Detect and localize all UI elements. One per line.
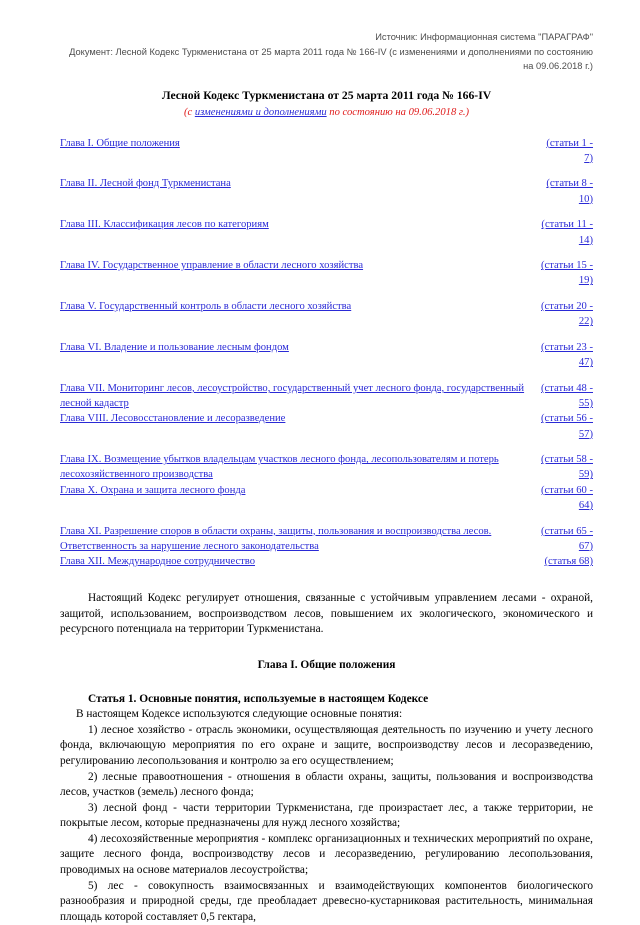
toc-articles-link[interactable]: (статьи 60 - 64) <box>541 484 593 511</box>
intro-paragraph: Настоящий Кодекс регулирует отношения, связанные с устойчивым управлением лесами - охраной, защитой, использованием, воспроизводством лесов, повышением их экологического, экономического и ресурсного потенциала на территории Туркменистана. <box>60 592 593 636</box>
document-subtitle <box>60 105 593 120</box>
subtitle-suffix: по состоянию на 09.06.2018 г.) <box>326 106 470 118</box>
toc-chapter-2 <box>60 176 535 191</box>
definition-item: 1) лесное хозяйство - отрасль экономики, осуществляющая деятельность по изучению и учету лесного фонда, включающую мероприятия по его охране и защите, воспроизводству лесов и лесоразведению, регулированию лесопользования и контролю за его осуществлением; <box>60 723 593 767</box>
toc-chapter-link[interactable]: Глава XI. Разрешение споров в области охраны, защиты, пользования и воспроизводства лесов. Ответственность за нарушение лесного законодательства <box>60 525 492 552</box>
toc-row <box>60 411 593 441</box>
definition-item: 5) лес - совокупность взаимосвязанных и взаимодействующих компонентов биологического разнообразия и природной среды, где преобладает древесно-кустарниковая растительность, минимальная площадь которой составляет 0,5 гектара, <box>60 879 593 923</box>
toc-articles-link[interactable]: (статьи 20 - 22) <box>541 301 593 328</box>
toc-chapter-3 <box>60 217 535 232</box>
toc-row <box>60 258 593 288</box>
toc-articles-link[interactable]: (статьи 23 - 47) <box>541 342 593 369</box>
source-line: Источник: Информационная система "ПАРАГРАФ" <box>375 32 593 42</box>
table-of-contents <box>60 136 593 570</box>
toc-chapter-link[interactable]: Глава I. Общие положения <box>60 137 180 149</box>
toc-chapter-8 <box>60 411 535 426</box>
toc-chapter-link[interactable]: Глава VIII. Лесовосстановление и лесоразведение <box>60 413 286 425</box>
toc-chapter-link[interactable]: Глава II. Лесной фонд Туркменистана <box>60 178 231 190</box>
toc-articles-11 <box>535 524 593 554</box>
toc-articles-10 <box>535 483 593 513</box>
title-block <box>60 88 593 120</box>
toc-articles-link[interactable]: (статьи 11 - 14) <box>541 219 593 246</box>
toc-row <box>60 136 593 166</box>
toc-chapter-4 <box>60 258 535 273</box>
toc-row <box>60 340 593 370</box>
toc-chapter-link[interactable]: Глава V. Государственный контроль в области лесного хозяйства <box>60 301 352 313</box>
toc-articles-8 <box>535 411 593 441</box>
toc-articles-5 <box>535 299 593 329</box>
article-heading: Статья 1. Основные понятия, используемые в настоящем Кодексе <box>88 692 429 705</box>
toc-articles-2 <box>535 176 593 206</box>
toc-chapter-link[interactable]: Глава IV. Государственное управление в области лесного хозяйства <box>60 260 364 272</box>
toc-chapter-7 <box>60 381 535 411</box>
toc-articles-6 <box>535 340 593 370</box>
toc-articles-4 <box>535 258 593 288</box>
toc-articles-link[interactable]: (статья 68) <box>544 555 593 567</box>
toc-articles-link[interactable]: (статьи 1 - 7) <box>546 137 593 164</box>
toc-articles-3 <box>535 217 593 247</box>
toc-chapter-5 <box>60 299 535 314</box>
amendments-link[interactable]: изменениями и дополнениями <box>194 106 327 118</box>
toc-articles-12 <box>535 554 593 569</box>
toc-chapter-9 <box>60 452 535 482</box>
toc-row <box>60 381 593 411</box>
toc-chapter-link[interactable]: Глава VII. Мониторинг лесов, лесоустройство, государственный учет лесного фонда, государственный лесной кадастр <box>60 382 525 410</box>
toc-row <box>60 299 593 329</box>
document-info-line: Документ: Лесной Кодекс Туркменистана от 25 марта 2011 года № 166-IV (с изменениями и дополнениями по состоянию на 09.06.2018 г.) <box>69 46 593 71</box>
definition-item: 3) лесной фонд - части территории Туркменистана, где произрастает лес, а также территории, не покрытые лесом, которые предназначены для нужд лесного хозяйства; <box>60 801 593 830</box>
definition-item: 2) лесные правоотношения - отношения в области охраны, защиты, пользования и воспроизводства лесов, участков (земель) лесного фонда; <box>60 770 593 799</box>
toc-chapter-link[interactable]: Глава III. Классификация лесов по категориям <box>60 219 269 231</box>
toc-chapter-11 <box>60 524 535 554</box>
page-title: Лесной Кодекс Туркменистана от 25 марта 2011 года № 166-IV <box>161 88 492 102</box>
toc-articles-link[interactable]: (статьи 58 - 59) <box>541 454 593 481</box>
toc-chapter-link[interactable]: Глава XII. Международное сотрудничество <box>60 555 256 567</box>
toc-articles-1 <box>535 136 593 166</box>
toc-chapter-12 <box>60 554 535 569</box>
definition-item: 4) лесохозяйственные мероприятия - комплекс организационных и технических мероприятий по охране, защите лесного фонда, воспроизводству лесов и лесоразведению, регулированию лесопользования, проводимых на основе материалов лесоустройства; <box>60 832 593 877</box>
toc-row <box>60 452 593 482</box>
toc-articles-link[interactable]: (статьи 8 - 10) <box>546 178 593 205</box>
toc-chapter-10 <box>60 483 535 498</box>
toc-articles-7 <box>535 381 593 411</box>
toc-articles-link[interactable]: (статьи 48 - 55) <box>541 382 593 410</box>
toc-articles-link[interactable]: (статьи 15 - 19) <box>541 260 593 287</box>
toc-row <box>60 176 593 206</box>
toc-articles-link[interactable]: (статьи 56 - 57) <box>541 413 593 440</box>
subtitle-prefix: (с <box>183 106 195 118</box>
document-header <box>60 30 593 74</box>
toc-chapter-link[interactable]: Глава VI. Владение и пользование лесным фондом <box>60 342 289 354</box>
toc-chapter-6 <box>60 340 535 355</box>
toc-chapter-link[interactable]: Глава IX. Возмещение убытков владельцам участков лесного фонда, лесопользователям и потерь лесохозяйственного производства <box>60 454 499 481</box>
chapter-heading: Глава I. Общие положения <box>257 658 396 671</box>
toc-row <box>60 524 593 554</box>
toc-chapter-link[interactable]: Глава X. Охрана и защита лесного фонда <box>60 484 246 496</box>
toc-row <box>60 217 593 247</box>
toc-articles-9 <box>535 452 593 482</box>
toc-articles-link[interactable]: (статьи 65 - 67) <box>541 525 593 552</box>
toc-row <box>60 483 593 513</box>
toc-chapter-1 <box>60 136 535 151</box>
article-lead-line: В настоящем Кодексе используются следующие основные понятия: <box>76 708 403 721</box>
toc-row <box>60 554 593 569</box>
